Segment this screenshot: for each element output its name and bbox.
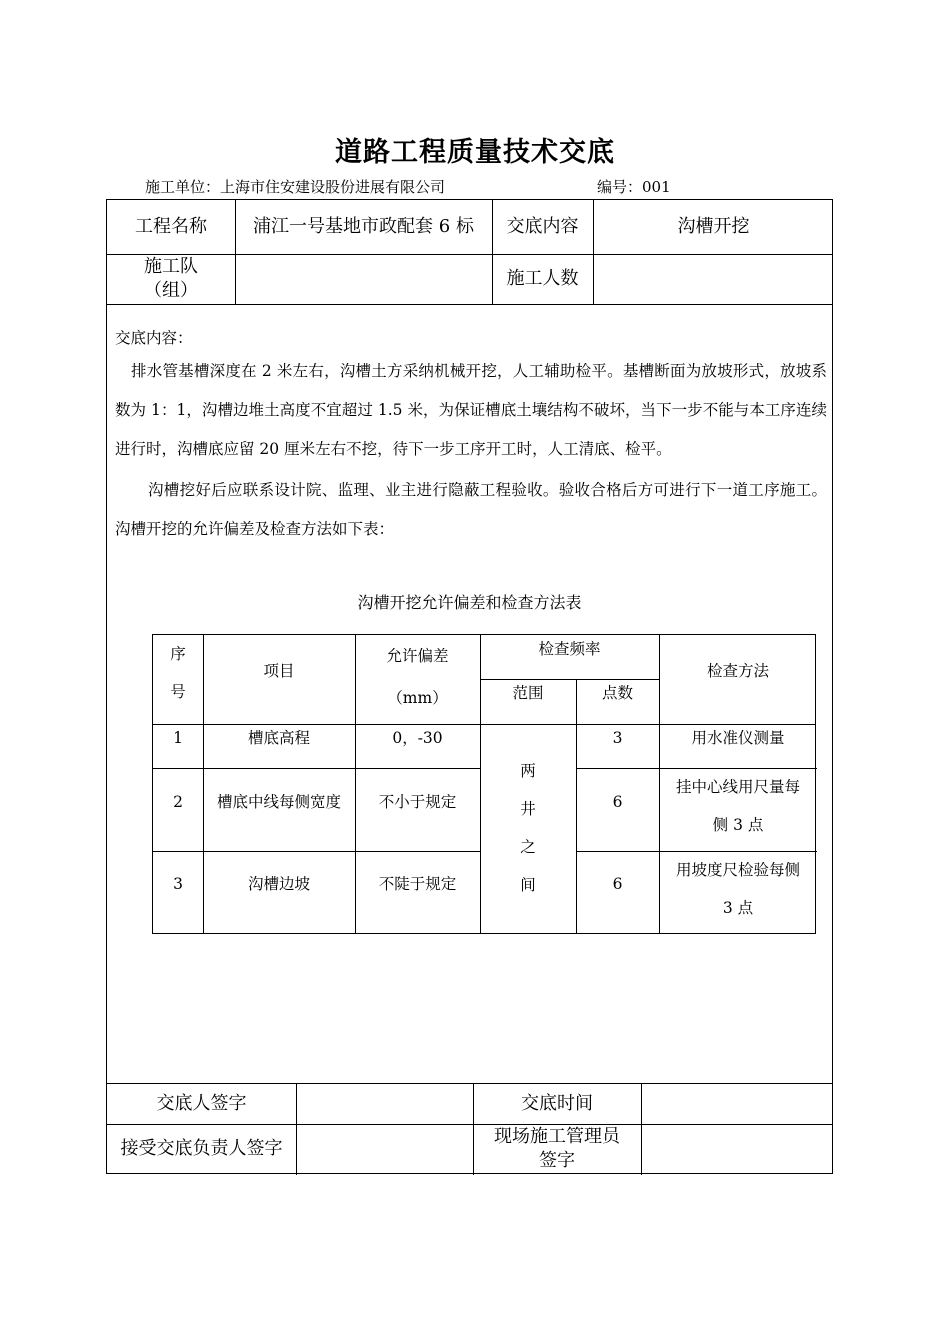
range-char: 两 (520, 762, 536, 780)
header-seq-line-1: 序 (170, 645, 186, 663)
row1-item: 槽底高程 (247, 729, 310, 747)
header-seq-line-2: 号 (170, 683, 186, 701)
receiver-signature-label: 接受交底负责人签字 (120, 1138, 283, 1159)
team-value (235, 254, 492, 304)
tolerance-table-title: 沟槽开挖允许偏差和检查方法表 (357, 593, 582, 612)
row2-tolerance: 不小于规定 (378, 792, 457, 811)
range-merged-cell (480, 752, 576, 912)
header-tolerance-line-1: 允许偏差 (386, 647, 449, 665)
row2-item: 槽底中线每侧宽度 (216, 792, 341, 811)
row3-method-line-2: 3 点 (722, 899, 754, 917)
receiver-signature-field[interactable] (296, 1124, 473, 1174)
row2-seq: 2 (173, 792, 183, 811)
header-frequency: 检查频率 (538, 640, 601, 658)
header-tolerance (355, 635, 480, 724)
row3-points: 6 (612, 875, 623, 893)
presenter-signature-label: 交底人签字 (156, 1092, 247, 1114)
disclosure-time-label: 交底时间 (521, 1092, 593, 1114)
serial-number: 编号：001 (597, 178, 671, 196)
team-label: 施工队（组） (144, 256, 198, 301)
disclosure-form (106, 199, 833, 1174)
manager-signature-field[interactable] (641, 1124, 834, 1174)
row1-seq: 1 (173, 729, 183, 747)
disclosure-time-field[interactable] (641, 1083, 834, 1124)
header-method: 检查方法 (706, 662, 769, 680)
row2-points: 6 (612, 792, 623, 811)
row1-points: 3 (612, 729, 623, 747)
document-title: 道路工程质量技术交底 (335, 137, 615, 168)
row3-item: 沟槽边坡 (247, 875, 310, 893)
row3-seq: 3 (173, 875, 183, 893)
row1-tolerance: 0，-30 (392, 729, 443, 747)
manager-label-line-2: 签字 (539, 1150, 575, 1171)
header-tolerance-line-2: （mm） (387, 689, 448, 707)
tolerance-table (152, 634, 816, 934)
content-label: 交底内容 (506, 216, 579, 237)
manager-signature-label (473, 1124, 641, 1174)
range-char: 井 (520, 800, 536, 818)
header-points: 点数 (601, 684, 633, 702)
content-paragraph-1: 排水管基槽深度在 2 米左右，沟槽土方采纳机械开挖，人工辅助检平。基槽断面为放坡形式，放坡系数为 1：1，沟槽边堆土高度不宜超过 1.5 米，为保证槽底土壤结构不破坏，当下一步不能与本工序连续进行时，沟槽底应留 20 厘米左右不挖，待下一步工序开工时，人工清底、检平。 (115, 362, 827, 458)
row3-tolerance: 不陡于规定 (378, 875, 457, 893)
row2-method-line-2: 侧 3 点 (712, 815, 764, 834)
row3-method (659, 851, 817, 927)
row1-method: 用水准仪测量 (691, 729, 785, 747)
row3-method-line-1: 用坡度尺检验每侧 (675, 861, 800, 879)
construction-unit: 施工单位：上海市住安建设股份进展有限公司 (145, 178, 446, 196)
manager-label-line-1: 现场施工管理员 (494, 1126, 620, 1147)
disclosure-content (115, 324, 827, 549)
range-char: 间 (520, 876, 536, 894)
header-item: 项目 (263, 662, 295, 680)
header-seq (153, 635, 203, 724)
row2-method (659, 768, 817, 843)
presenter-signature-field[interactable] (296, 1083, 473, 1124)
content-value: 沟槽开挖 (677, 216, 750, 237)
content-heading: 交底内容： (115, 329, 193, 347)
project-name-label: 工程名称 (135, 216, 207, 237)
workers-value (593, 254, 834, 304)
project-name-value: 浦江一号基地市政配套 6 标 (253, 216, 474, 237)
content-paragraph-2: 沟槽挖好后应联系设计院、监理、业主进行隐蔽工程验收。验收合格后方可进行下一道工序施工。沟槽开挖的允许偏差及检查方法如下表： (115, 481, 827, 538)
row2-method-line-1: 挂中心线用尺量每 (675, 777, 800, 796)
row-divider (107, 304, 832, 305)
header-range: 范围 (512, 684, 544, 702)
workers-label: 施工人数 (506, 268, 579, 289)
range-char: 之 (520, 838, 536, 856)
